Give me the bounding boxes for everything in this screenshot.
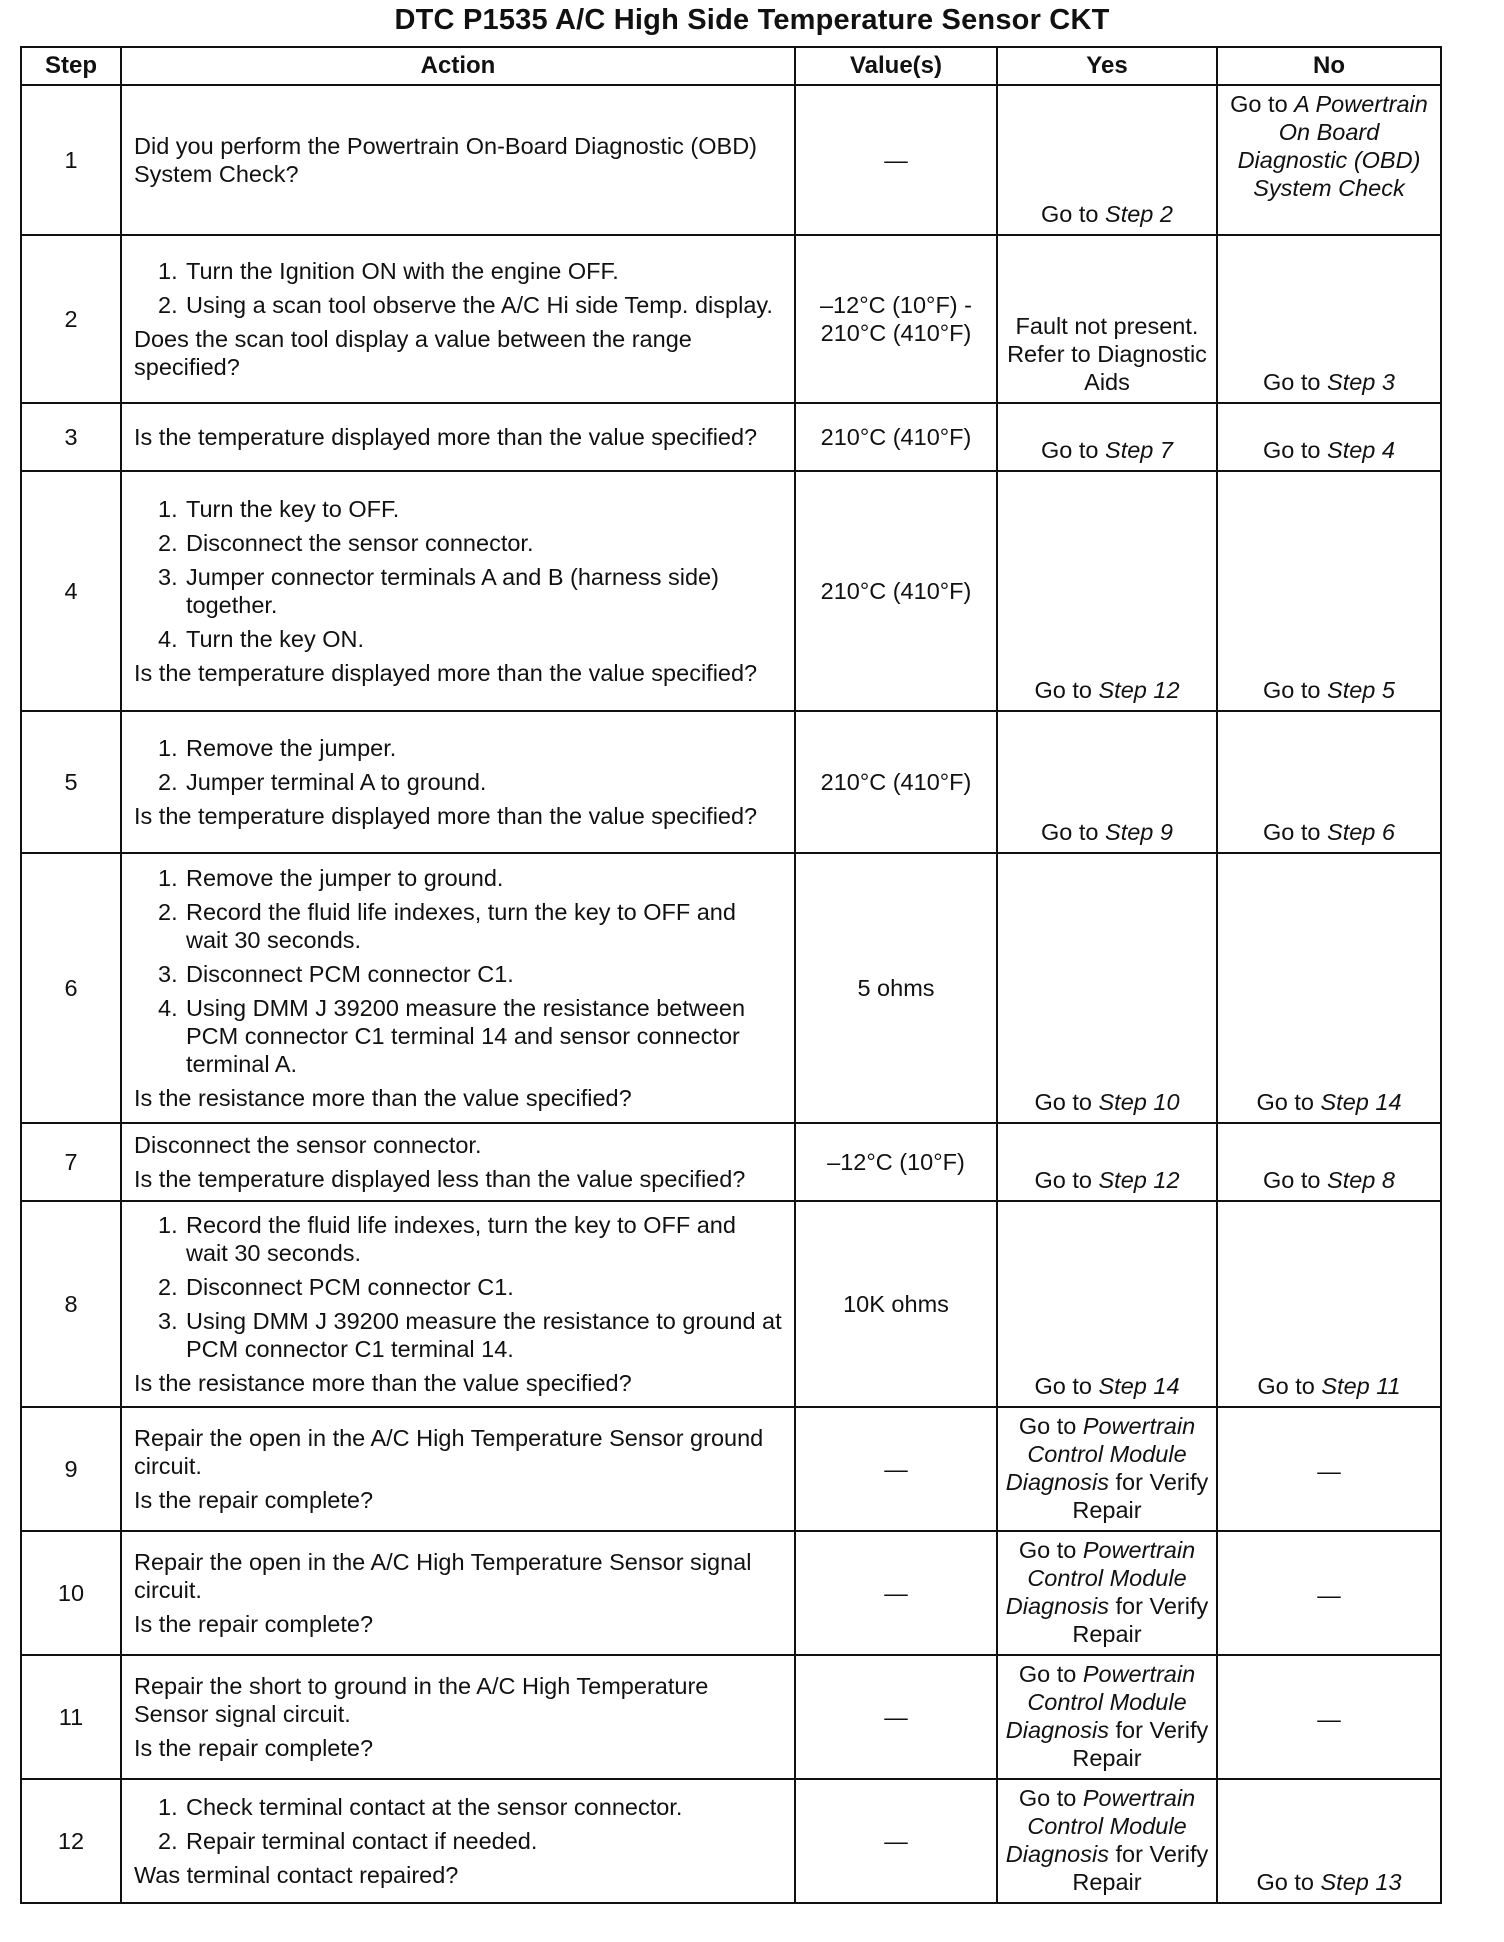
yes-cell xyxy=(997,471,1217,711)
yes-cell xyxy=(997,711,1217,853)
action-cell xyxy=(121,235,795,403)
action-cell xyxy=(121,853,795,1123)
action-step-text: Turn the key ON. xyxy=(186,626,365,652)
action-step-number: 2. xyxy=(158,1828,178,1854)
action-step-number: 1. xyxy=(158,735,178,761)
action-step-item xyxy=(158,768,784,796)
action-step-item xyxy=(158,960,784,988)
yes-result-ref: Step 10 xyxy=(1098,1089,1180,1115)
action-cell xyxy=(121,1655,795,1779)
action-question: Is the temperature displayed less than the value specified? xyxy=(134,1166,746,1192)
yes-cell xyxy=(997,1407,1217,1531)
value-cell: 10K ohms xyxy=(795,1201,997,1407)
action-step-text: Remove the jumper to ground. xyxy=(186,865,504,891)
action-question: Is the repair complete? xyxy=(134,1611,374,1637)
no-cell xyxy=(1217,1201,1441,1407)
action-step-list xyxy=(134,1793,784,1855)
value-cell: –12°C (10°F) xyxy=(795,1123,997,1201)
value-cell: 210°C (410°F) xyxy=(795,711,997,853)
step-cell: 11 xyxy=(21,1655,121,1779)
action-question: Is the temperature displayed more than the value specified? xyxy=(134,424,758,450)
no-result-prefix: Go to xyxy=(1263,437,1328,463)
action-step-text: Turn the key to OFF. xyxy=(186,496,400,522)
yes-cell xyxy=(997,85,1217,235)
action-step-text: Repair terminal contact if needed. xyxy=(186,1828,538,1854)
action-step-number: 3. xyxy=(158,564,178,590)
value-cell: — xyxy=(795,1407,997,1531)
action-step-item xyxy=(158,1273,784,1301)
no-result-prefix: Go to xyxy=(1257,1373,1322,1399)
yes-result-prefix: Go to xyxy=(1041,819,1106,845)
yes-result-prefix: Go to xyxy=(1041,437,1106,463)
yes-result-ref: Powertrain Control Module Diagnosis xyxy=(1005,1413,1196,1495)
action-step-number: 1. xyxy=(158,1212,178,1238)
action-step-text: Remove the jumper. xyxy=(186,735,397,761)
yes-result-suffix: for Verify Repair xyxy=(1072,1469,1209,1523)
no-cell xyxy=(1217,403,1441,471)
action-step-text: Jumper connector terminals A and B (harness side) together. xyxy=(186,564,719,618)
yes-result-ref: Powertrain Control Module Diagnosis xyxy=(1005,1785,1196,1867)
action-step-item xyxy=(158,529,784,557)
no-cell xyxy=(1217,1123,1441,1201)
action-step-text: Disconnect PCM connector C1. xyxy=(186,961,514,987)
action-cell xyxy=(121,471,795,711)
action-cell xyxy=(121,1123,795,1201)
step-cell: 1 xyxy=(21,85,121,235)
table-body xyxy=(21,85,1441,1903)
value-cell: 210°C (410°F) xyxy=(795,471,997,711)
no-result-prefix: Go to xyxy=(1256,1089,1321,1115)
action-text: Repair the open in the A/C High Temperature Sensor signal circuit. xyxy=(134,1549,752,1603)
table-row xyxy=(21,853,1441,1123)
action-step-item xyxy=(158,625,784,653)
yes-result-prefix: Go to xyxy=(1034,677,1099,703)
value-cell: –12°C (10°F) - 210°C (410°F) xyxy=(795,235,997,403)
action-step-item xyxy=(158,994,784,1078)
value-cell: 5 ohms xyxy=(795,853,997,1123)
header-row xyxy=(21,47,1441,85)
yes-result-suffix: for Verify Repair xyxy=(1072,1593,1209,1647)
value-cell: — xyxy=(795,1531,997,1655)
no-result-prefix: — xyxy=(1317,1706,1341,1732)
action-step-number: 1. xyxy=(158,865,178,891)
yes-result-prefix: Go to xyxy=(1041,201,1106,227)
step-cell: 10 xyxy=(21,1531,121,1655)
action-step-item xyxy=(158,1307,784,1363)
yes-result-suffix: for Verify Repair xyxy=(1072,1841,1209,1895)
action-step-text: Record the fluid life indexes, turn the key to OFF and wait 30 seconds. xyxy=(186,1212,736,1266)
yes-result-prefix: Go to xyxy=(1018,1661,1083,1687)
no-result-prefix: Go to xyxy=(1256,1869,1321,1895)
table-row xyxy=(21,1655,1441,1779)
action-step-number: 1. xyxy=(158,1794,178,1820)
action-text: Disconnect the sensor connector. xyxy=(134,1132,482,1158)
header-values: Value(s) xyxy=(795,47,997,85)
no-result-prefix: Go to xyxy=(1263,819,1328,845)
table-row xyxy=(21,85,1441,235)
action-step-number: 2. xyxy=(158,899,178,925)
yes-result-prefix: Go to xyxy=(1018,1413,1083,1439)
action-text: Repair the open in the A/C High Temperature Sensor ground circuit. xyxy=(134,1425,764,1479)
action-question: Is the repair complete? xyxy=(134,1735,374,1761)
action-step-item xyxy=(158,864,784,892)
action-step-text: Disconnect the sensor connector. xyxy=(186,530,534,556)
step-cell: 8 xyxy=(21,1201,121,1407)
no-cell xyxy=(1217,1655,1441,1779)
no-cell xyxy=(1217,1779,1441,1903)
step-cell: 3 xyxy=(21,403,121,471)
yes-cell xyxy=(997,1779,1217,1903)
yes-cell xyxy=(997,1123,1217,1201)
action-step-text: Check terminal contact at the sensor connector. xyxy=(186,1794,683,1820)
no-result-prefix: — xyxy=(1317,1458,1341,1484)
action-step-number: 2. xyxy=(158,769,178,795)
table-row xyxy=(21,1201,1441,1407)
action-step-list xyxy=(134,864,784,1078)
yes-result-prefix: Fault not present. Refer to Diagnostic Aids xyxy=(1007,313,1207,395)
no-cell xyxy=(1217,1407,1441,1531)
no-result-ref: Step 3 xyxy=(1327,369,1395,395)
step-cell: 5 xyxy=(21,711,121,853)
action-step-number: 2. xyxy=(158,1274,178,1300)
action-step-item xyxy=(158,1827,784,1855)
yes-result-prefix: Go to xyxy=(1018,1537,1083,1563)
action-step-text: Record the fluid life indexes, turn the key to OFF and wait 30 seconds. xyxy=(186,899,736,953)
yes-cell xyxy=(997,1201,1217,1407)
yes-result-ref: Step 2 xyxy=(1105,201,1173,227)
value-cell: — xyxy=(795,1655,997,1779)
action-question: Does the scan tool display a value between the range specified? xyxy=(134,326,692,380)
step-cell: 2 xyxy=(21,235,121,403)
yes-result-suffix: for Verify Repair xyxy=(1072,1717,1209,1771)
diagnostic-table xyxy=(20,46,1442,1904)
yes-result-prefix: Go to xyxy=(1034,1167,1099,1193)
action-question: Is the temperature displayed more than the value specified? xyxy=(134,660,758,686)
action-step-text: Jumper terminal A to ground. xyxy=(186,769,487,795)
action-step-item xyxy=(158,1211,784,1267)
action-step-number: 3. xyxy=(158,961,178,987)
no-result-ref: Step 13 xyxy=(1320,1869,1402,1895)
action-step-list xyxy=(134,1211,784,1363)
value-cell: — xyxy=(795,85,997,235)
action-text: Repair the short to ground in the A/C High Temperature Sensor signal circuit. xyxy=(134,1673,709,1727)
action-cell xyxy=(121,1531,795,1655)
yes-cell xyxy=(997,853,1217,1123)
table-row xyxy=(21,471,1441,711)
no-result-ref: Step 14 xyxy=(1320,1089,1402,1115)
no-result-prefix: Go to xyxy=(1263,677,1328,703)
table-row xyxy=(21,1123,1441,1201)
action-step-number: 4. xyxy=(158,995,178,1021)
no-cell xyxy=(1217,1531,1441,1655)
no-cell xyxy=(1217,853,1441,1123)
header-action: Action xyxy=(121,47,795,85)
action-cell xyxy=(121,1201,795,1407)
no-result-prefix: Go to xyxy=(1230,91,1295,117)
action-question: Was terminal contact repaired? xyxy=(134,1862,459,1888)
no-result-ref: Step 8 xyxy=(1327,1167,1395,1193)
action-step-list xyxy=(134,495,784,653)
yes-result-ref: Step 12 xyxy=(1098,677,1180,703)
action-step-number: 2. xyxy=(158,530,178,556)
yes-result-ref: Step 9 xyxy=(1105,819,1173,845)
action-cell xyxy=(121,711,795,853)
action-cell xyxy=(121,403,795,471)
action-step-item xyxy=(158,734,784,762)
step-cell: 7 xyxy=(21,1123,121,1201)
table-row xyxy=(21,1531,1441,1655)
step-cell: 6 xyxy=(21,853,121,1123)
action-step-list xyxy=(134,734,784,796)
header-yes: Yes xyxy=(997,47,1217,85)
table-row xyxy=(21,711,1441,853)
table-row xyxy=(21,403,1441,471)
action-step-list xyxy=(134,257,784,319)
action-question: Is the resistance more than the value specified? xyxy=(134,1370,632,1396)
no-result-ref: Step 4 xyxy=(1327,437,1395,463)
action-step-number: 1. xyxy=(158,258,178,284)
action-step-item xyxy=(158,291,784,319)
yes-result-prefix: Go to xyxy=(1018,1785,1083,1811)
yes-cell xyxy=(997,1655,1217,1779)
table-row xyxy=(21,1407,1441,1531)
no-result-ref: Step 5 xyxy=(1327,677,1395,703)
no-result-ref: Step 6 xyxy=(1327,819,1395,845)
action-step-number: 1. xyxy=(158,496,178,522)
header-no: No xyxy=(1217,47,1441,85)
action-step-text: Disconnect PCM connector C1. xyxy=(186,1274,514,1300)
action-step-text: Using DMM J 39200 measure the resistance between PCM connector C1 terminal 14 and sensor connector terminal A. xyxy=(186,995,746,1077)
action-cell xyxy=(121,1407,795,1531)
no-result-ref: Step 11 xyxy=(1321,1373,1401,1399)
no-result-prefix: — xyxy=(1317,1582,1341,1608)
action-step-item xyxy=(158,898,784,954)
action-step-number: 2. xyxy=(158,292,178,318)
action-step-item xyxy=(158,1793,784,1821)
yes-cell xyxy=(997,403,1217,471)
action-question: Is the resistance more than the value specified? xyxy=(134,1085,632,1111)
action-step-number: 4. xyxy=(158,626,178,652)
step-cell: 12 xyxy=(21,1779,121,1903)
yes-cell xyxy=(997,1531,1217,1655)
yes-result-ref: Step 7 xyxy=(1105,437,1173,463)
value-cell: 210°C (410°F) xyxy=(795,403,997,471)
header-step: Step xyxy=(21,47,121,85)
yes-result-ref: Powertrain Control Module Diagnosis xyxy=(1005,1661,1196,1743)
action-cell xyxy=(121,85,795,235)
no-cell xyxy=(1217,471,1441,711)
no-result-prefix: Go to xyxy=(1263,1167,1328,1193)
yes-result-ref: Step 12 xyxy=(1098,1167,1180,1193)
yes-result-prefix: Go to xyxy=(1034,1089,1099,1115)
action-step-item xyxy=(158,563,784,619)
action-step-text: Using DMM J 39200 measure the resistance to ground at PCM connector C1 terminal 14. xyxy=(186,1308,782,1362)
value-cell: — xyxy=(795,1779,997,1903)
no-result-ref: A Powertrain On Board Diagnostic (OBD) System Check xyxy=(1237,91,1428,201)
action-step-text: Using a scan tool observe the A/C Hi side Temp. display. xyxy=(186,292,773,318)
yes-result-prefix: Go to xyxy=(1034,1373,1099,1399)
no-cell xyxy=(1217,235,1441,403)
table-row xyxy=(21,1779,1441,1903)
action-question: Is the temperature displayed more than the value specified? xyxy=(134,803,758,829)
document-title: DTC P1535 A/C High Side Temperature Sensor CKT xyxy=(394,4,1110,36)
action-cell xyxy=(121,1779,795,1903)
action-step-number: 3. xyxy=(158,1308,178,1334)
yes-result-ref: Step 14 xyxy=(1098,1373,1180,1399)
yes-result-ref: Powertrain Control Module Diagnosis xyxy=(1005,1537,1196,1619)
step-cell: 9 xyxy=(21,1407,121,1531)
action-question: Is the repair complete? xyxy=(134,1487,374,1513)
no-result-prefix: Go to xyxy=(1263,369,1328,395)
action-step-item xyxy=(158,495,784,523)
yes-cell xyxy=(997,235,1217,403)
no-cell xyxy=(1217,85,1441,235)
action-text: Did you perform the Powertrain On-Board Diagnostic (OBD) System Check? xyxy=(134,133,757,187)
action-step-text: Turn the Ignition ON with the engine OFF. xyxy=(186,258,619,284)
table-row xyxy=(21,235,1441,403)
action-step-item xyxy=(158,257,784,285)
no-cell xyxy=(1217,711,1441,853)
step-cell: 4 xyxy=(21,471,121,711)
